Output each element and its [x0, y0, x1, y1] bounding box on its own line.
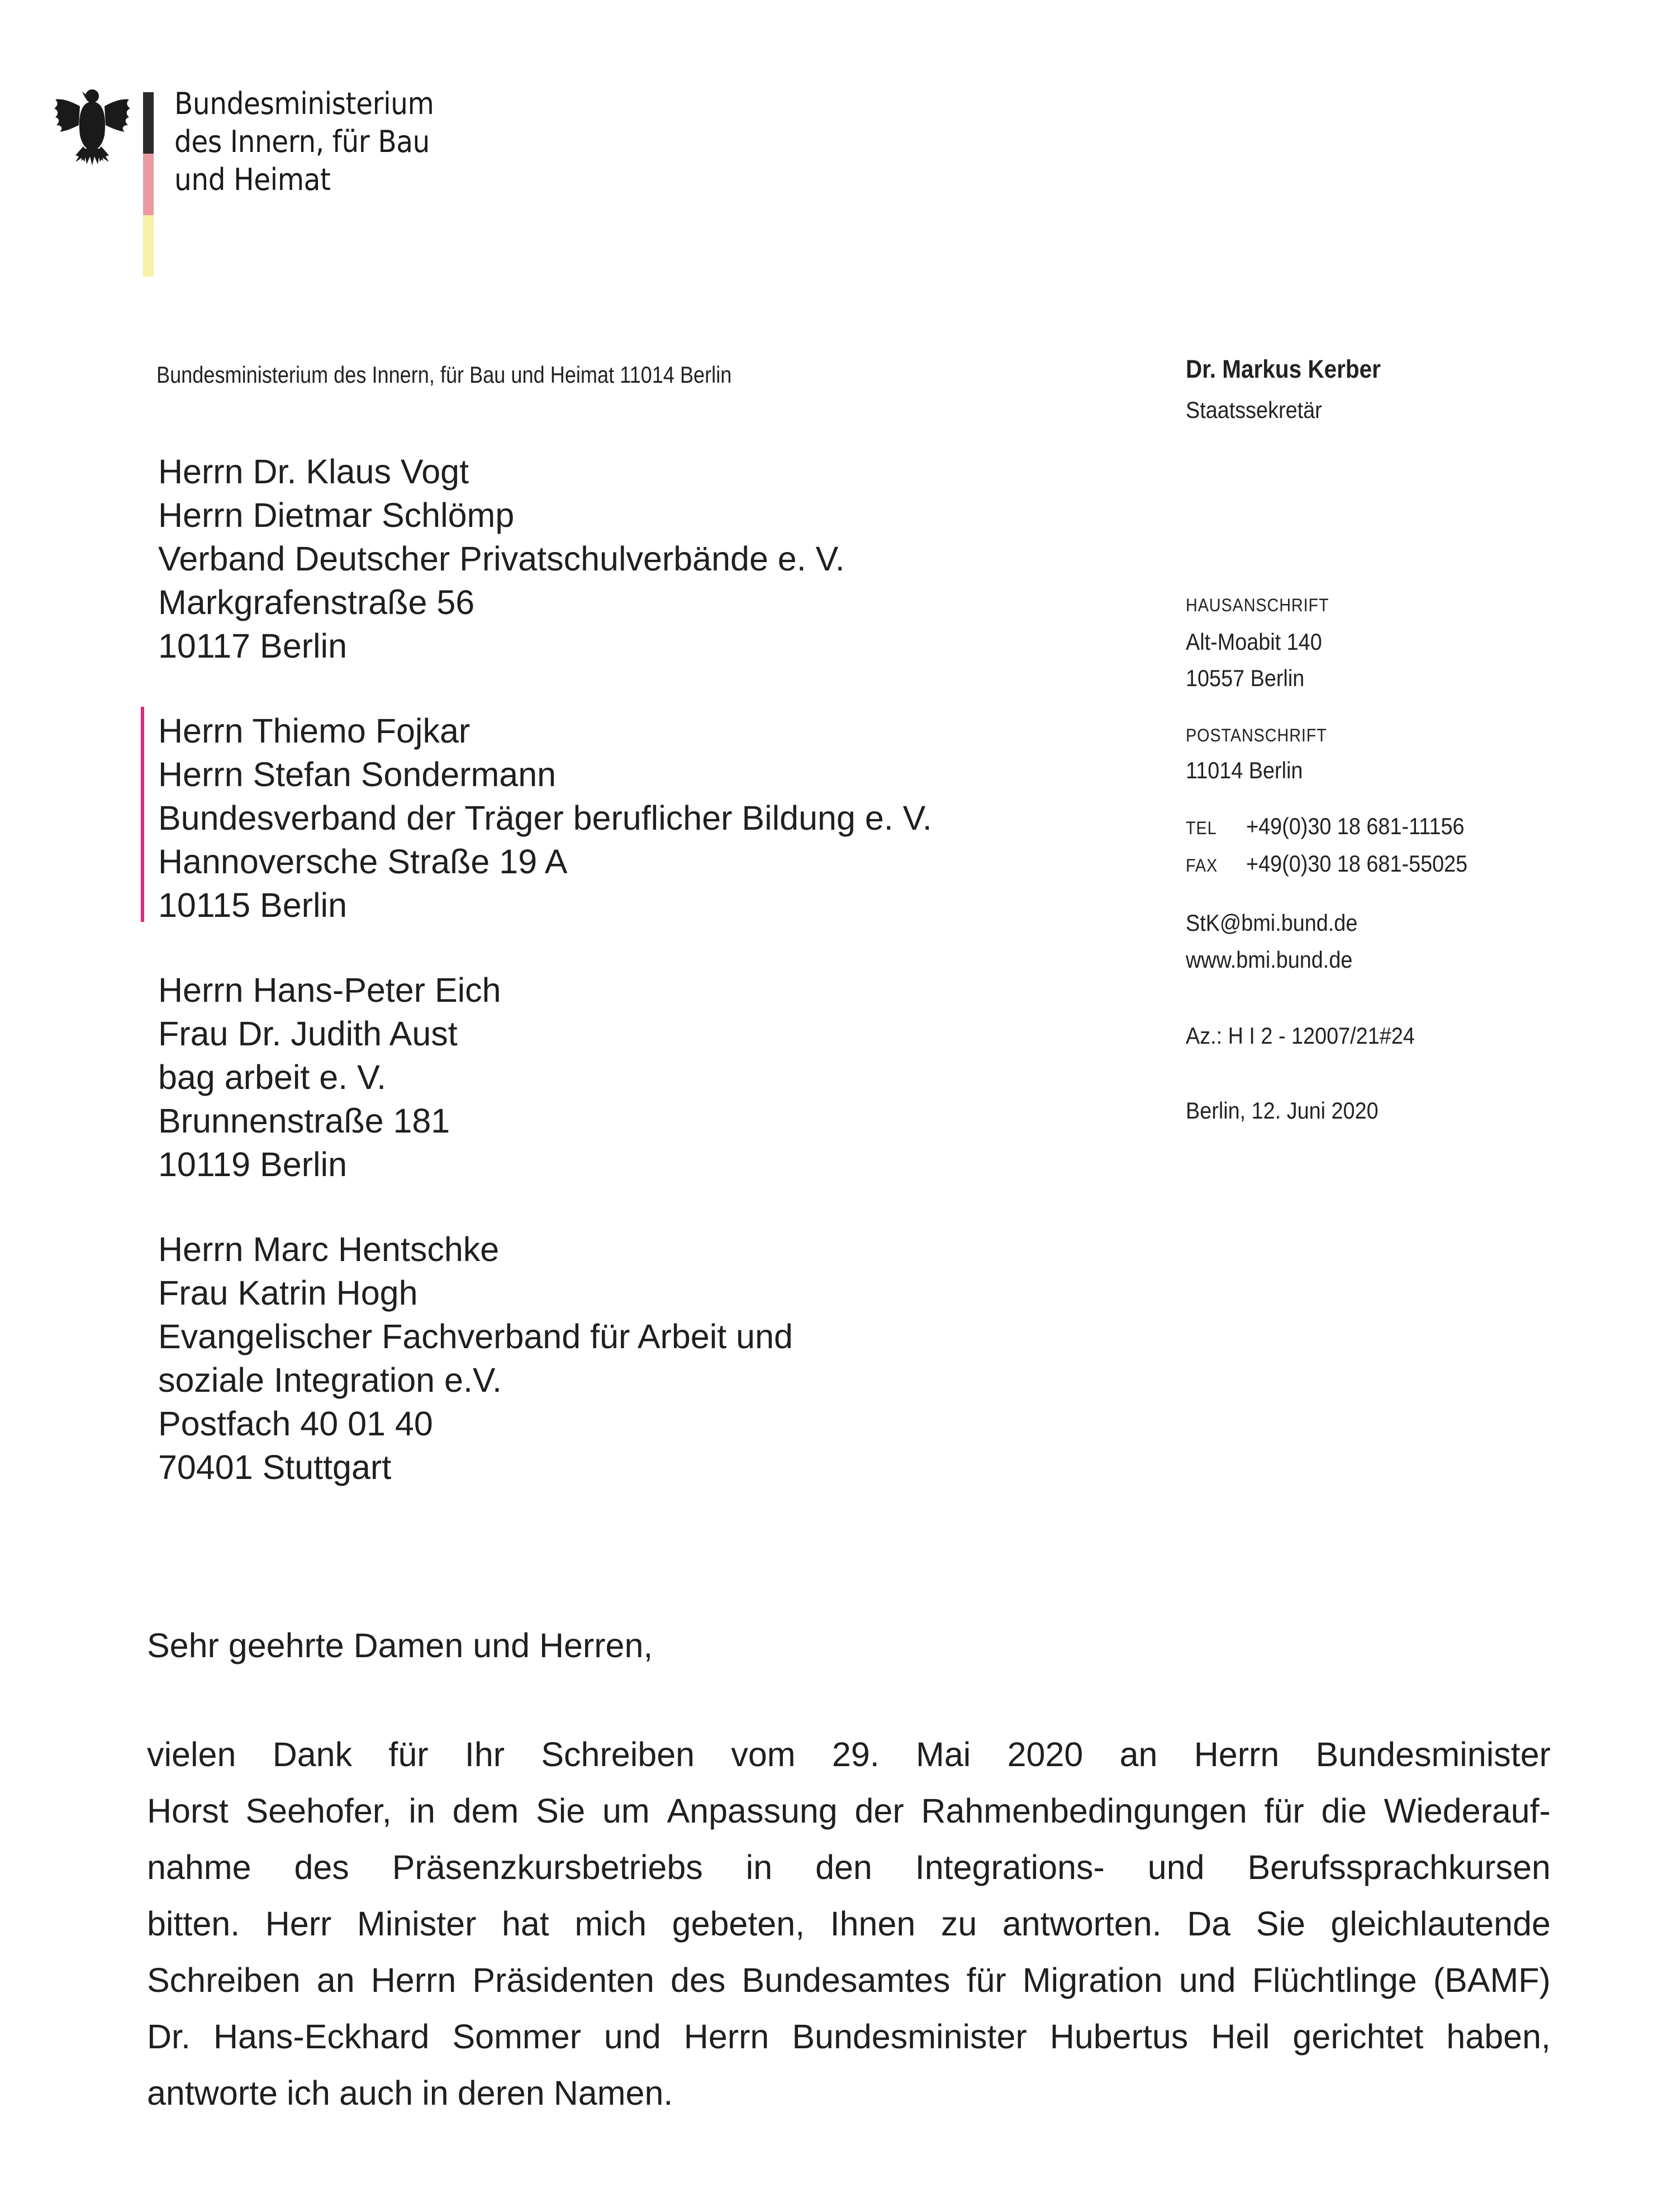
ministry-line: und Heimat [174, 162, 331, 197]
body-word: Hans-Eckhard [213, 2018, 430, 2056]
recipient-line: Frau Katrin Hogh [158, 1274, 418, 1312]
email-address: StK@bmi.bund.de [1186, 910, 1358, 936]
body-word: Berufssprachkursen [1247, 1848, 1551, 1886]
sender-name: Dr. Markus Kerber [1186, 355, 1381, 383]
recipient-line: Herrn Marc Hentschke [158, 1230, 500, 1268]
body-word: vom [731, 1735, 796, 1773]
recipient-line: Postfach 40 01 40 [158, 1405, 433, 1443]
recipient-line: Evangelischer Fachverband für Arbeit und [158, 1317, 793, 1355]
fax-number: +49(0)30 18 681-55025 [1246, 850, 1468, 877]
body-word: Sie [1256, 1905, 1305, 1943]
sender-title: Staatssekretär [1186, 397, 1322, 423]
body-word: des [671, 1961, 726, 1999]
body-word: Mai [916, 1735, 971, 1773]
body-word: Anpassung [667, 1792, 838, 1830]
body-word: Sommer [452, 2018, 581, 2056]
phone-number: +49(0)30 18 681-11156 [1246, 813, 1465, 839]
body-word: Hubertus [1049, 2018, 1189, 2056]
body-word: Bundesamtes [742, 1961, 951, 1999]
body-line [147, 1839, 1551, 1896]
recipient-line: soziale Integration e.V. [158, 1361, 502, 1399]
body-word: Migration [1022, 1961, 1163, 1999]
fax-row [1186, 850, 1467, 877]
ministry-name [174, 85, 434, 199]
body-word: Wiederauf- [1384, 1792, 1551, 1830]
body-word: Flüchtlinge [1252, 1961, 1417, 1999]
flag-bar [143, 92, 154, 277]
ministry-line: Bundesministerium [174, 86, 434, 121]
body-word: Minister [357, 1905, 477, 1943]
body-word: für [966, 1961, 1006, 1999]
body-word: 2020 [1007, 1735, 1084, 1773]
body-word: gerichtet [1292, 2018, 1424, 2056]
body-text [147, 1726, 1551, 2121]
recipient-block [158, 450, 932, 668]
body-word: Da [1187, 1905, 1231, 1943]
postanschrift-city: 11014 Berlin [1186, 757, 1303, 783]
body-word: für [1264, 1792, 1304, 1830]
flag-gold [143, 215, 154, 277]
recipient-line: Bundesverband der Träger beruflicher Bildung e. V. [158, 799, 932, 837]
recipient-line: Herrn Dr. Klaus Vogt [158, 453, 469, 491]
body-word: antworte [147, 2074, 278, 2112]
body-word: Präsidenten [472, 1961, 654, 1999]
body-word: Schreiben [541, 1735, 695, 1773]
hausanschrift-label: HAUSANSCHRIFT [1186, 595, 1329, 615]
recipient-line: 10117 Berlin [158, 627, 348, 665]
body-word: ich [286, 2074, 330, 2112]
recipient-line: Frau Dr. Judith Aust [158, 1015, 458, 1053]
reference-number: Az.: H I 2 - 12007/21#24 [1186, 1022, 1415, 1049]
body-word: in [745, 1848, 773, 1886]
body-word: 29. [831, 1735, 880, 1773]
body-word: und [1178, 1961, 1236, 1999]
recipient-line: 10119 Berlin [158, 1145, 348, 1183]
body-word: Horst [147, 1792, 229, 1830]
recipient-line: bag arbeit e. V. [158, 1058, 387, 1096]
body-line [147, 2065, 1551, 2121]
body-word: Sie [536, 1792, 586, 1830]
recipient-block [158, 1228, 932, 1489]
recipient-line: Verband Deutscher Privatschulverbände e. V. [158, 540, 845, 578]
hausanschrift-street: Alt-Moabit 140 [1186, 629, 1322, 655]
body-word: um [602, 1792, 650, 1830]
body-word: nahme [147, 1848, 251, 1886]
recipient-line: Brunnenstraße 181 [158, 1102, 450, 1140]
body-word: Seehofer, [245, 1792, 392, 1830]
recipient-line: 10115 Berlin [158, 886, 348, 924]
body-word: und [603, 2018, 661, 2056]
recipient-line: Herrn Thiemo Fojkar [158, 712, 471, 750]
body-word: Dank [272, 1735, 353, 1773]
body-word: gleichlautende [1330, 1905, 1551, 1943]
body-word: und [1147, 1848, 1205, 1886]
body-word: Herrn [683, 2018, 769, 2056]
body-word: Herr [265, 1905, 332, 1943]
recipient-line: Herrn Dietmar Schlömp [158, 496, 515, 534]
body-word: gebeten, [672, 1905, 805, 1943]
salutation: Sehr geehrte Damen und Herren, [147, 1626, 653, 1664]
body-word: deren [457, 2074, 545, 2112]
body-word: Rahmenbedingungen [921, 1792, 1247, 1830]
body-line [147, 1952, 1551, 2009]
body-word: in [408, 1792, 435, 1830]
body-word: an [316, 1961, 355, 1999]
recipient-block [158, 709, 932, 927]
body-word: Präsenzkursbetriebs [392, 1848, 703, 1886]
body-word: für [388, 1735, 429, 1773]
body-word: Integrations- [915, 1848, 1105, 1886]
hausanschrift-city: 10557 Berlin [1186, 665, 1305, 691]
body-word: Namen. [553, 2074, 673, 2112]
body-word: Heil [1211, 2018, 1270, 2056]
website: www.bmi.bund.de [1186, 946, 1353, 973]
recipients [158, 450, 932, 1530]
flag-black [143, 92, 154, 154]
highlight-marker [141, 707, 144, 922]
body-line [147, 2009, 1551, 2065]
letter-date: Berlin, 12. Juni 2020 [1186, 1097, 1379, 1124]
body-word: haben, [1446, 2018, 1551, 2056]
recipient-block [158, 968, 932, 1186]
body-word: Schreiben [147, 1961, 301, 1999]
phone-label: TEL [1186, 818, 1217, 838]
body-word: Herrn [370, 1961, 457, 1999]
phone-row [1186, 813, 1465, 840]
body-word: Dr. [147, 2018, 191, 2056]
body-word: in [422, 2074, 449, 2112]
body-word: auch [339, 2074, 414, 2112]
recipient-line: Markgrafenstraße 56 [158, 583, 475, 621]
recipient-line: Herrn Stefan Sondermann [158, 755, 557, 793]
body-word: mich [574, 1905, 647, 1943]
body-word: zu [940, 1905, 977, 1943]
body-word: hat [501, 1905, 549, 1943]
body-word: Herrn [1194, 1735, 1280, 1773]
body-word: Ihr [464, 1735, 505, 1773]
fax-label: FAX [1186, 855, 1218, 876]
return-address: Bundesministerium des Innern, für Bau und Heimat 11014 Berlin [156, 361, 732, 388]
recipient-line: Hannoversche Straße 19 A [158, 843, 568, 881]
body-word: die [1321, 1792, 1367, 1830]
body-word: der [854, 1792, 904, 1830]
body-line [147, 1896, 1551, 1952]
body-word: Ihnen [830, 1905, 916, 1943]
body-word: den [815, 1848, 872, 1886]
body-word: (BAMF) [1433, 1961, 1551, 1999]
body-word: an [1119, 1735, 1158, 1773]
federal-eagle-icon [53, 84, 131, 168]
ministry-line: des Innern, für Bau [174, 124, 430, 159]
body-word: vielen [147, 1735, 236, 1773]
body-word: Bundesminister [1315, 1735, 1551, 1773]
recipient-line: Herrn Hans-Peter Eich [158, 971, 501, 1009]
flag-red [143, 154, 154, 215]
body-line [147, 1783, 1551, 1839]
body-word: des [294, 1848, 349, 1886]
postanschrift-label: POSTANSCHRIFT [1186, 725, 1327, 745]
recipient-line: 70401 Stuttgart [158, 1448, 392, 1486]
body-word: dem [452, 1792, 519, 1830]
body-word: bitten. [147, 1905, 240, 1943]
body-line [147, 1726, 1551, 1783]
body-word: Bundesminister [792, 2018, 1027, 2056]
body-word: antworten. [1002, 1905, 1162, 1943]
